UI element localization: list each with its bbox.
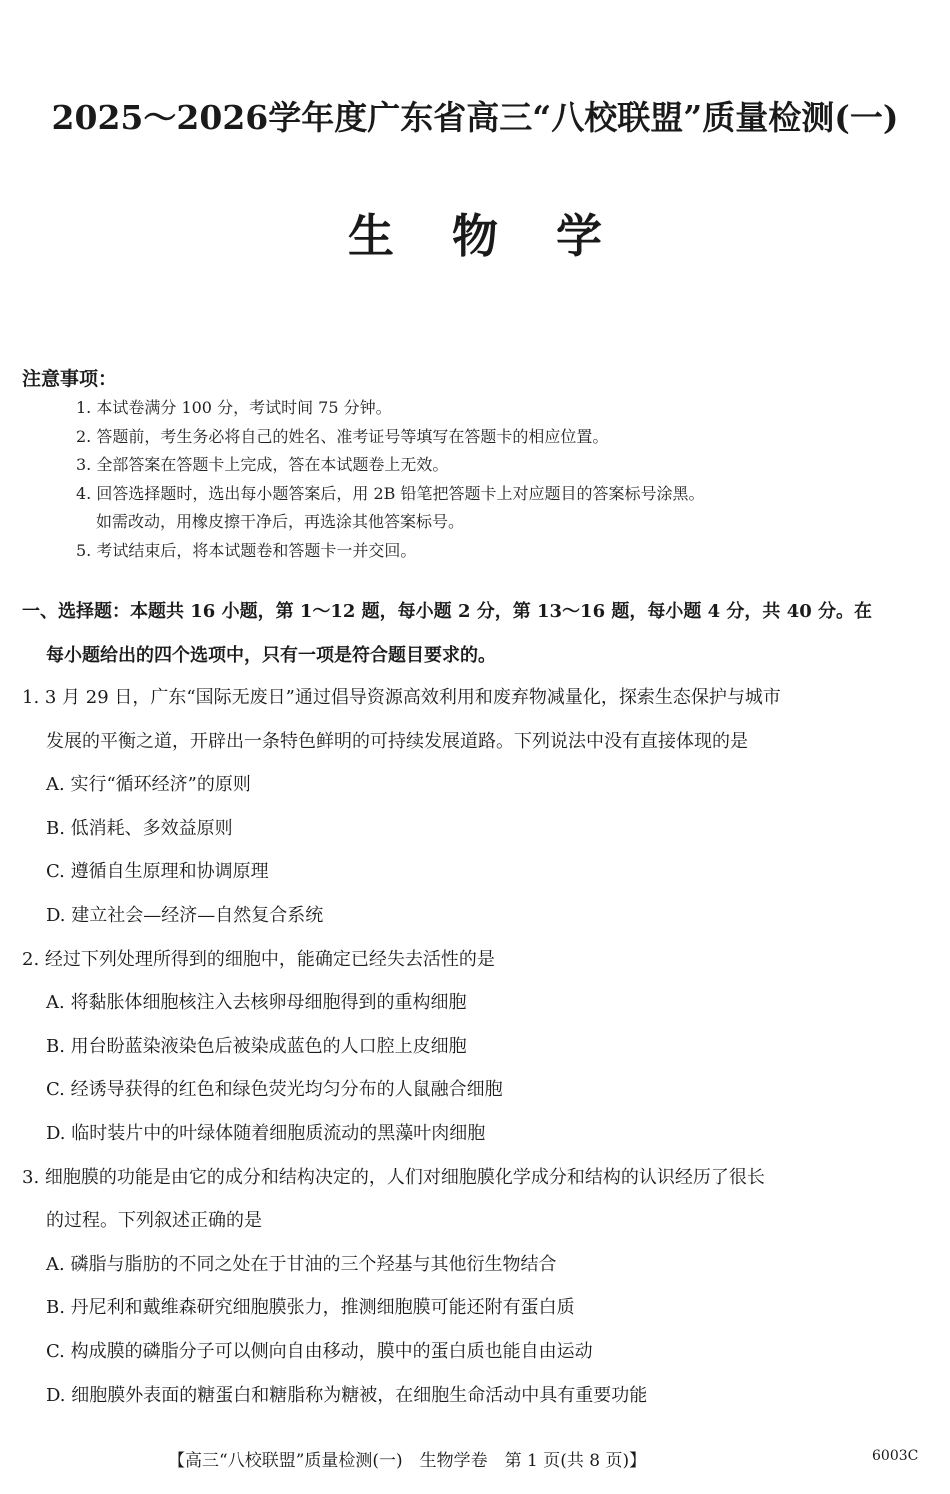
note-item: 3. 全部答案在答题卡上完成，答在本试题卷上无效。 bbox=[76, 455, 449, 474]
option-b: B. 丹尼利和戴维森研究细胞膜张力，推测细胞膜可能还附有蛋白质 bbox=[46, 1297, 575, 1319]
note-item: 4. 回答选择题时，选出每小题答案后，用 2B 铅笔把答题卡上对应题目的答案标号涂黑。 bbox=[76, 483, 705, 503]
question-2 bbox=[22, 938, 934, 1156]
note-item: 5. 考试结束后，将本试题卷和答题卡一并交回。 bbox=[76, 540, 417, 560]
question-stem: 的过程。下列叙述正确的是 bbox=[46, 1210, 262, 1232]
option-c: C. 经诱导获得的红色和绿色荧光均匀分布的人鼠融合细胞 bbox=[46, 1079, 503, 1101]
section-heading bbox=[22, 590, 934, 678]
footer-page-label: 【高三“八校联盟”质量检测(一) 生物学卷 第 1 页(共 8 页)】 bbox=[168, 1451, 647, 1471]
option-a: A. 实行“循环经济”的原则 bbox=[46, 774, 251, 796]
section-heading-line: 每小题给出的四个选项中，只有一项是符合题目要求的。 bbox=[46, 645, 496, 666]
note-item: 2. 答题前，考生务必将自己的姓名、准考证号等填写在答题卡的相应位置。 bbox=[76, 426, 609, 446]
option-d: D. 临时装片中的叶绿体随着细胞质流动的黑藻叶肉细胞 bbox=[46, 1122, 486, 1144]
option-a: A. 磷脂与脂肪的不同之处在于甘油的三个羟基与其他衍生物结合 bbox=[46, 1253, 557, 1275]
note-item: 1. 本试卷满分 100 分，考试时间 75 分钟。 bbox=[76, 398, 392, 417]
option-d: D. 建立社会—经济—自然复合系统 bbox=[46, 904, 324, 926]
question-stem: 1. 3 月 29 日，广东“国际无废日”通过倡导资源高效利用和废弃物减量化，探索生态保护与城市 bbox=[22, 687, 781, 708]
notes-heading: 注意事项： bbox=[22, 368, 118, 390]
page-footer bbox=[0, 1446, 950, 1476]
exam-title: 2025～2026学年度广东省高三“八校联盟”质量检测(一) bbox=[51, 98, 899, 137]
option-d: D. 细胞膜外表面的糖蛋白和糖脂称为糖被，在细胞生命活动中具有重要功能 bbox=[46, 1384, 648, 1406]
option-c: C. 构成膜的磷脂分子可以侧向自由移动，膜中的蛋白质也能自由运动 bbox=[46, 1340, 593, 1362]
option-c: C. 遵循自生原理和协调原理 bbox=[46, 861, 269, 883]
note-item-continued: 如需改动，用橡皮擦干净后，再选涂其他答案标号。 bbox=[96, 512, 465, 531]
option-a: A. 将黏胀体细胞核注入去核卵母细胞得到的重构细胞 bbox=[46, 992, 467, 1014]
question-1 bbox=[22, 676, 934, 938]
option-b: B. 用台盼蓝染液染色后被染成蓝色的人口腔上皮细胞 bbox=[46, 1035, 467, 1057]
question-list bbox=[22, 676, 934, 1417]
footer-code: 6003C bbox=[872, 1448, 919, 1464]
question-stem: 2. 经过下列处理所得到的细胞中，能确定已经失去活性的是 bbox=[22, 948, 495, 970]
section-heading-line: 一、选择题：本题共 16 小题，第 1～12 题，每小题 2 分，第 13～16 题，每小题 4 分，共 40 分。在 bbox=[22, 601, 873, 622]
question-stem: 3. 细胞膜的功能是由它的成分和结构决定的，人们对细胞膜化学成分和结构的认识经历了很长 bbox=[22, 1166, 765, 1188]
notes-list bbox=[76, 394, 936, 565]
question-3 bbox=[22, 1156, 934, 1418]
subject-title: 生物学 bbox=[348, 209, 660, 263]
question-stem: 发展的平衡之道，开辟出一条特色鲜明的可持续发展道路。下列说法中没有直接体现的是 bbox=[46, 730, 748, 752]
option-b: B. 低消耗、多效益原则 bbox=[46, 817, 233, 839]
